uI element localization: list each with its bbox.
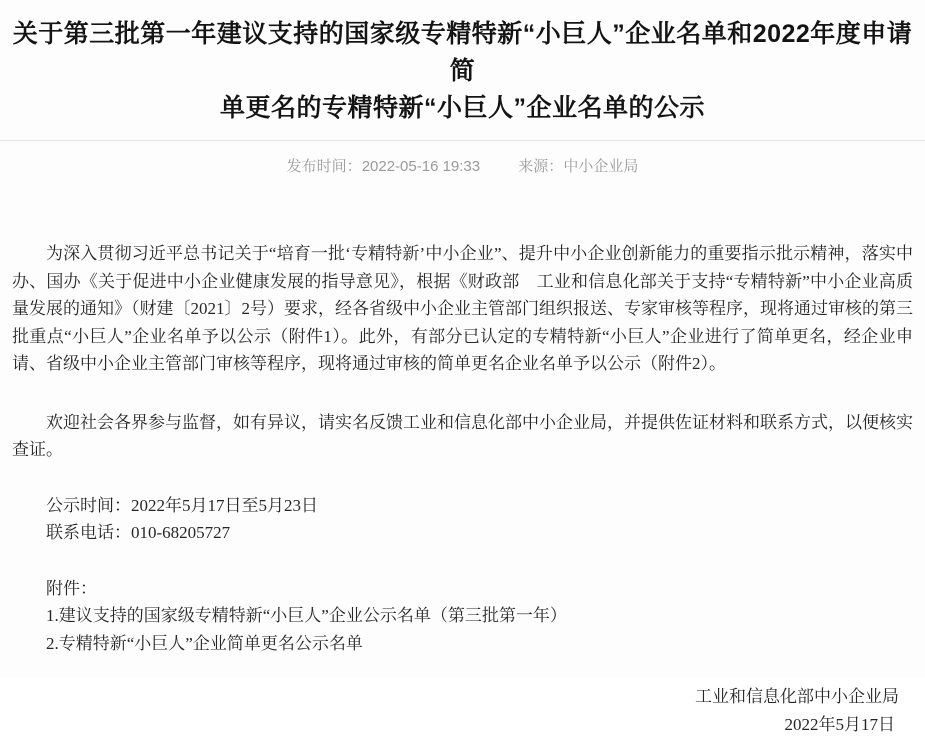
publish-time-value: 2022-05-16 19:33 bbox=[362, 158, 480, 175]
contact-phone-line: 联系电话：010-68205727 bbox=[12, 519, 913, 547]
source-label: 来源： bbox=[518, 158, 563, 175]
attachment-item-1: 1.建议支持的国家级专精特新“小巨人”企业公示名单（第三批第一年） bbox=[12, 602, 913, 630]
article-meta bbox=[0, 141, 925, 178]
attachment-item-2: 2.专精特新“小巨人”企业简单更名公示名单 bbox=[12, 630, 913, 658]
page-title-line-2: 单更名的专精特新“小巨人”企业名单的公示 bbox=[220, 94, 705, 122]
signature-block bbox=[12, 683, 913, 738]
attachments-section bbox=[12, 575, 913, 658]
page-title-line-1: 关于第三批第一年建议支持的国家级专精特新“小巨人”企业名单和2022年度申请简 bbox=[13, 20, 913, 85]
signature-date: 2022年5月17日 bbox=[12, 711, 899, 738]
signature-department: 工业和信息化部中小企业局 bbox=[12, 683, 899, 711]
body-paragraph-2: 欢迎社会各界参与监督，如有异议，请实名反馈工业和信息化部中小企业局，并提供佐证材料和联系方式，以便核实查证。 bbox=[12, 409, 913, 464]
body-paragraph-1: 为深入贯彻习近平总书记关于“培育一批‘专精特新’中小企业”、提升中小企业创新能力的重要指示批示精神，落实中办、国办《关于促进中小企业健康发展的指导意见》，根据《财政部 工业和信息化部关于支持“专精特新”中小企业高质量发展的通知》（财建〔2021〕2号）要求，经各省级中小企业主管部门组织报送、专家审核等程序，现将通过审核的第三批重点“小巨人”企业名单予以公示（附件1）。此外，有部分已认定的专精特新“小巨人”企业进行了简单更名，经企业申请、省级中小企业主管部门审核等程序，现将通过审核的简单更名企业名单予以公示（附件2）。 bbox=[12, 240, 913, 378]
publicity-period-line: 公示时间：2022年5月17日至5月23日 bbox=[12, 492, 913, 520]
page-title bbox=[0, 0, 925, 127]
source-group bbox=[518, 156, 638, 178]
publish-time-label: 发布时间： bbox=[287, 158, 362, 175]
attachments-heading: 附件： bbox=[12, 575, 913, 603]
info-block bbox=[12, 492, 913, 547]
publish-time-group bbox=[287, 156, 480, 178]
article-body bbox=[0, 240, 925, 738]
source-value: 中小企业局 bbox=[563, 158, 638, 175]
